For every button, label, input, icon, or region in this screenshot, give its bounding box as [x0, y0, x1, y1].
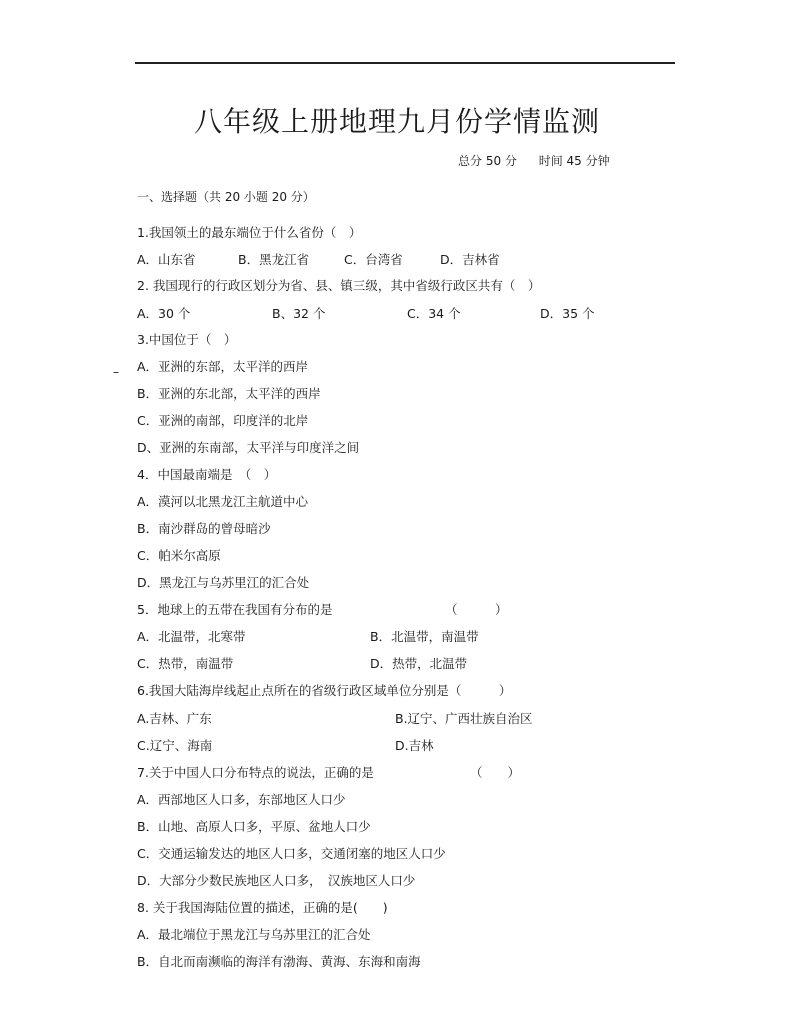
- q3-option-b: B．亚洲的东北部，太平洋的西岸: [137, 386, 321, 401]
- margin-mark: –: [113, 365, 119, 379]
- q1-option-b: B．黑龙江省: [238, 252, 310, 267]
- question-8: 8. 关于我国海陆位置的描述，正确的是( ): [137, 900, 388, 915]
- q5-option-d: D．热带，北温带: [370, 656, 468, 671]
- q2-option-b: B、32 个: [272, 306, 326, 321]
- q3-option-c: C．亚洲的南部，印度洋的北岸: [137, 413, 309, 428]
- q7-answer-paren: （ ）: [470, 765, 521, 780]
- question-3: 3.中国位于（ ）: [137, 332, 237, 347]
- question-7: 7.关于中国人口分布特点的说法，正确的是: [137, 765, 374, 780]
- q6-option-d: D.吉林: [395, 738, 434, 753]
- q1-option-d: D．吉林省: [440, 252, 500, 267]
- header-rule: [135, 62, 675, 64]
- exam-time: 时间 45 分钟: [538, 154, 610, 168]
- q7-option-b: B．山地、高原人口多，平原、盆地人口少: [137, 819, 371, 834]
- q5-option-b: B．北温带，南温带: [370, 629, 479, 644]
- question-1: 1.我国领土的最东端位于什么省份（ ）: [137, 225, 362, 240]
- question-2: 2. 我国现行的行政区划分为省、县、镇三级，其中省级行政区共有（ ）: [137, 278, 541, 293]
- q4-option-b: B．南沙群岛的曾母暗沙: [137, 521, 271, 536]
- q7-option-c: C．交通运输发达的地区人口多，交通闭塞的地区人口少: [137, 846, 446, 861]
- page-title: 八年级上册地理九月份学情监测: [193, 105, 600, 138]
- q3-option-d: D、亚洲的东南部，太平洋与印度洋之间: [137, 440, 360, 455]
- q5-answer-paren: （ ）: [445, 602, 508, 617]
- q4-option-d: D．黑龙江与乌苏里江的汇合处: [137, 575, 310, 590]
- exam-meta: [458, 152, 628, 169]
- question-5: 5．地球上的五带在我国有分布的是: [137, 602, 333, 617]
- q1-option-c: C．台湾省: [344, 252, 403, 267]
- q6-option-c: C.辽宁、海南: [137, 738, 213, 753]
- q2-option-c: C．34 个: [407, 306, 461, 321]
- q1-option-a: A．山东省: [137, 252, 196, 267]
- q7-option-a: A．西部地区人口多，东部地区人口少: [137, 792, 346, 807]
- section-heading: 一、选择题（共 20 小题 20 分）: [137, 190, 315, 204]
- q6-option-b: B.辽宁、广西壮族自治区: [395, 711, 533, 726]
- q4-option-a: A．漠河以北黑龙江主航道中心: [137, 494, 309, 509]
- q5-option-a: A．北温带，北寒带: [137, 629, 246, 644]
- q8-option-a: A．最北端位于黑龙江与乌苏里江的汇合处: [137, 927, 371, 942]
- q8-option-b: B．自北而南濒临的海洋有渤海、黄海、东海和南海: [137, 954, 421, 969]
- question-4: 4．中国最南端是 （ ）: [137, 467, 277, 482]
- q2-option-d: D．35 个: [540, 306, 595, 321]
- q2-option-a: A．30 个: [137, 306, 191, 321]
- question-6: 6.我国大陆海岸线起止点所在的省级行政区域单位分别是（ ）: [137, 683, 512, 698]
- q5-option-c: C．热带，南温带: [137, 656, 234, 671]
- q6-option-a: A.吉林、广东: [137, 711, 212, 726]
- q7-option-d: D．大部分少数民族地区人口多， 汉族地区人口少: [137, 873, 416, 888]
- q4-option-c: C．帕米尔高原: [137, 548, 221, 563]
- q3-option-a: A．亚洲的东部，太平洋的西岸: [137, 359, 309, 374]
- total-score: 总分 50 分: [458, 154, 517, 168]
